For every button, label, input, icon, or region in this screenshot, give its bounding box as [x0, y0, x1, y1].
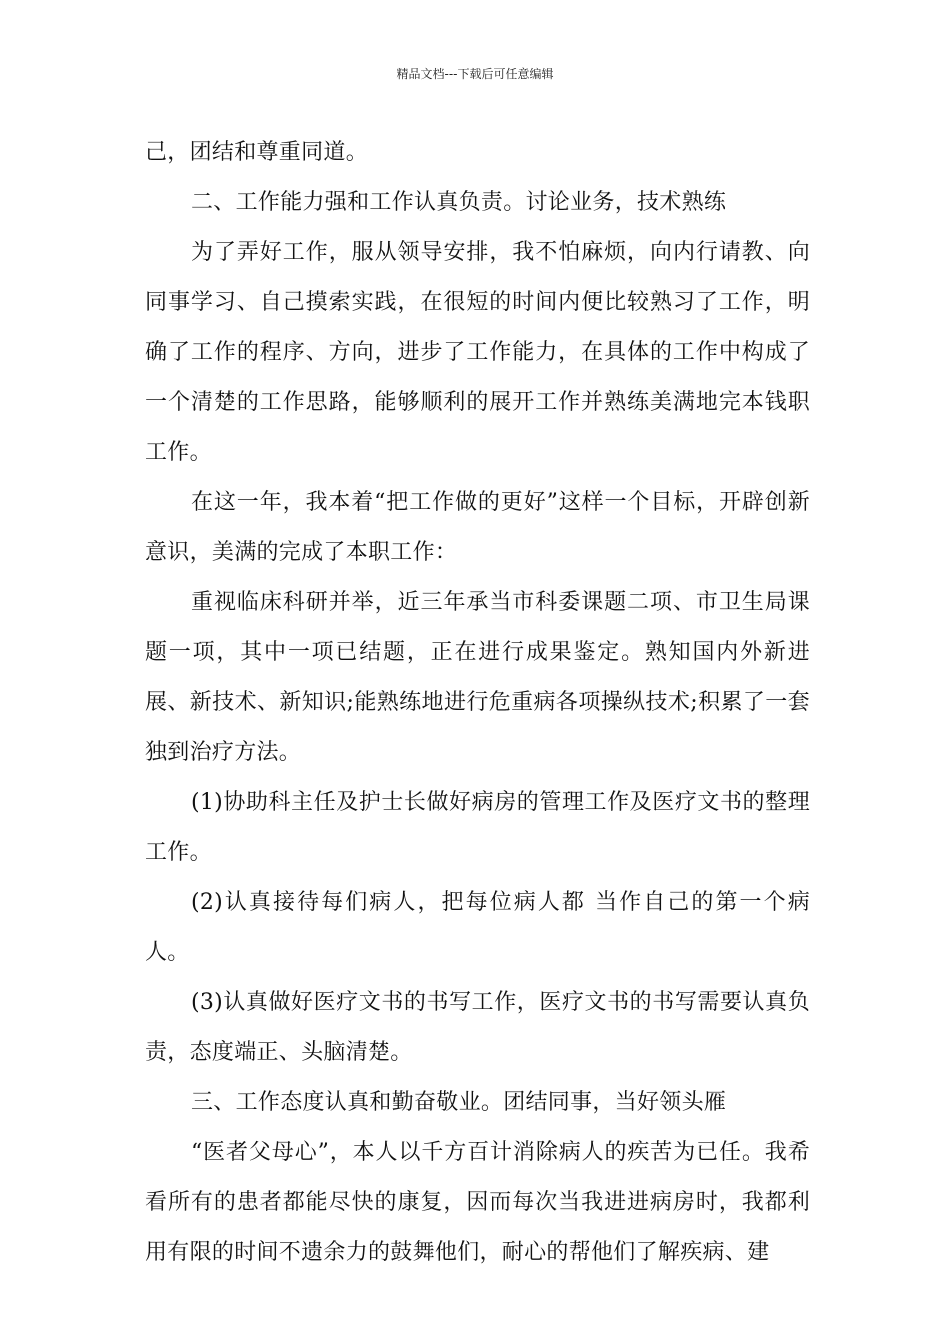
- paragraph-4: 在这一年，我本着“把工作做的更好”这样一个目标，开辟创新意识，美满的完成了本职工作：: [145, 490, 810, 565]
- paragraph-7: (2)认真接待每们病人，把每位病人都 当作自己的第一个病人。: [145, 890, 810, 965]
- document-body: [145, 128, 810, 1278]
- paragraph-9: 三、工作态度认真和勤奋敬业。团结同事，当好领头雁: [191, 1090, 727, 1115]
- paragraph-8: (3)认真做好医疗文书的书写工作，医疗文书的书写需要认真负责，态度端正、头脑清楚。: [145, 990, 810, 1065]
- page-header: 精品文档---下载后可任意编辑: [396, 67, 554, 81]
- paragraph-2: 二、工作能力强和工作认真负责。讨论业务，技术熟练: [191, 190, 727, 215]
- paragraph-3: 为了弄好工作，服从领导安排，我不怕麻烦，向内行请教、向同事学习、自己摸索实践，在很短的时间内便比较熟习了工作，明确了工作的程序、方向，进步了工作能力，在具体的工作中构成了一个清楚的工作思路，能够顺利的展开工作并熟练美满地完本钱职工作。: [145, 240, 810, 465]
- paragraph-6: (1)协助科主任及护士长做好病房的管理工作及医疗文书的整理工作。: [145, 790, 810, 865]
- paragraph-5: 重视临床科研并举，近三年承当市科委课题二项、市卫生局课题一项，其中一项已结题，正在进行成果鉴定。熟知国内外新进展、新技术、新知识;能熟练地进行危重病各项操纵技术;积累了一套独到治疗方法。: [145, 590, 810, 765]
- paragraph-1: 己，团结和尊重同道。: [145, 140, 369, 165]
- paragraph-10: “医者父母心”，本人以千方百计消除病人的疾苦为已任。我希看所有的患者都能尽快的康复，因而每次当我进进病房时，我都利用有限的时间不遗余力的鼓舞他们，耐心的帮他们了解疾病、建: [145, 1140, 810, 1265]
